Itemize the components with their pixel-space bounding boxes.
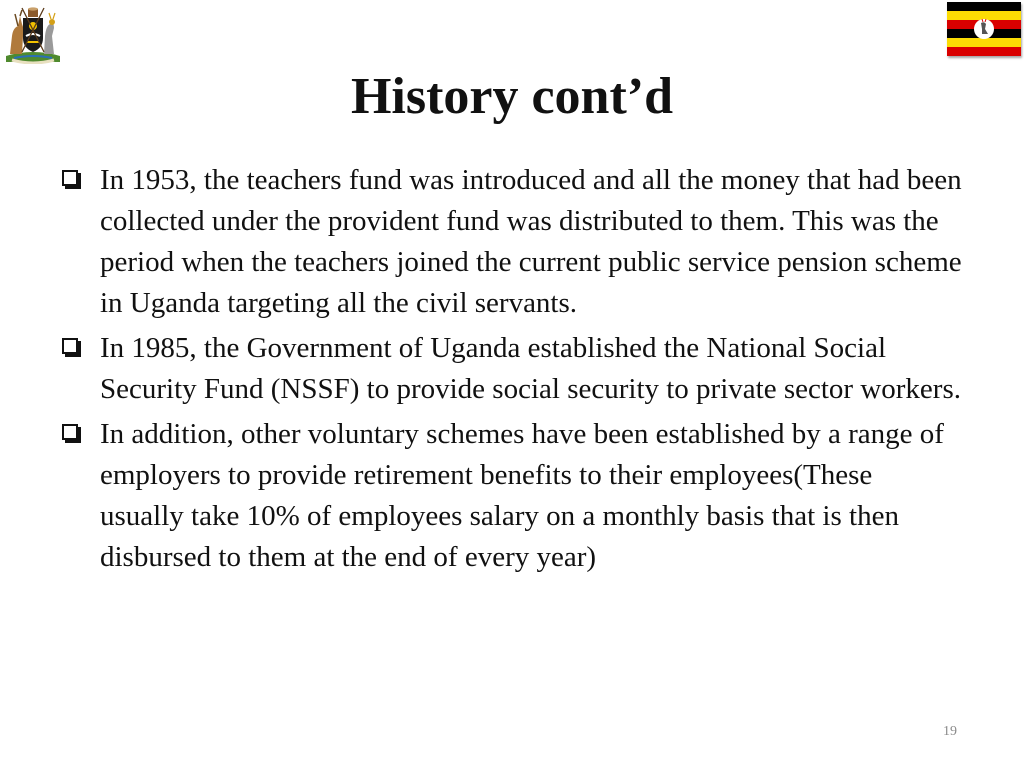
- checkbox-bullet-icon: [62, 170, 78, 186]
- bullet-text: In addition, other voluntary schemes have been established by a range of employers to provide retirement benefits to their employees(These usually take 10% of employees salary on a monthly basis that is then disbursed to them at the end of every year): [100, 418, 944, 573]
- checkbox-bullet-icon: [62, 338, 78, 354]
- bullet-list: [62, 160, 962, 582]
- checkbox-bullet-icon: [62, 424, 78, 440]
- bullet-text: In 1953, the teachers fund was introduced and all the money that had been collected under the provident fund was distributed to them. This was the period when the teachers joined the current public service pension scheme in Uganda targeting all the civil servants.: [100, 164, 962, 319]
- uganda-flag-icon: [947, 2, 1021, 56]
- bullet-item: [62, 414, 962, 578]
- page-number: 19: [943, 724, 957, 739]
- slide-title: History cont’d: [350, 68, 674, 125]
- coat-of-arms-icon: [4, 2, 62, 64]
- bullet-item: [62, 328, 962, 410]
- bullet-text: In 1985, the Government of Uganda established the National Social Security Fund (NSSF) to provide social security to private sector workers.: [100, 332, 961, 405]
- bullet-item: [62, 160, 962, 324]
